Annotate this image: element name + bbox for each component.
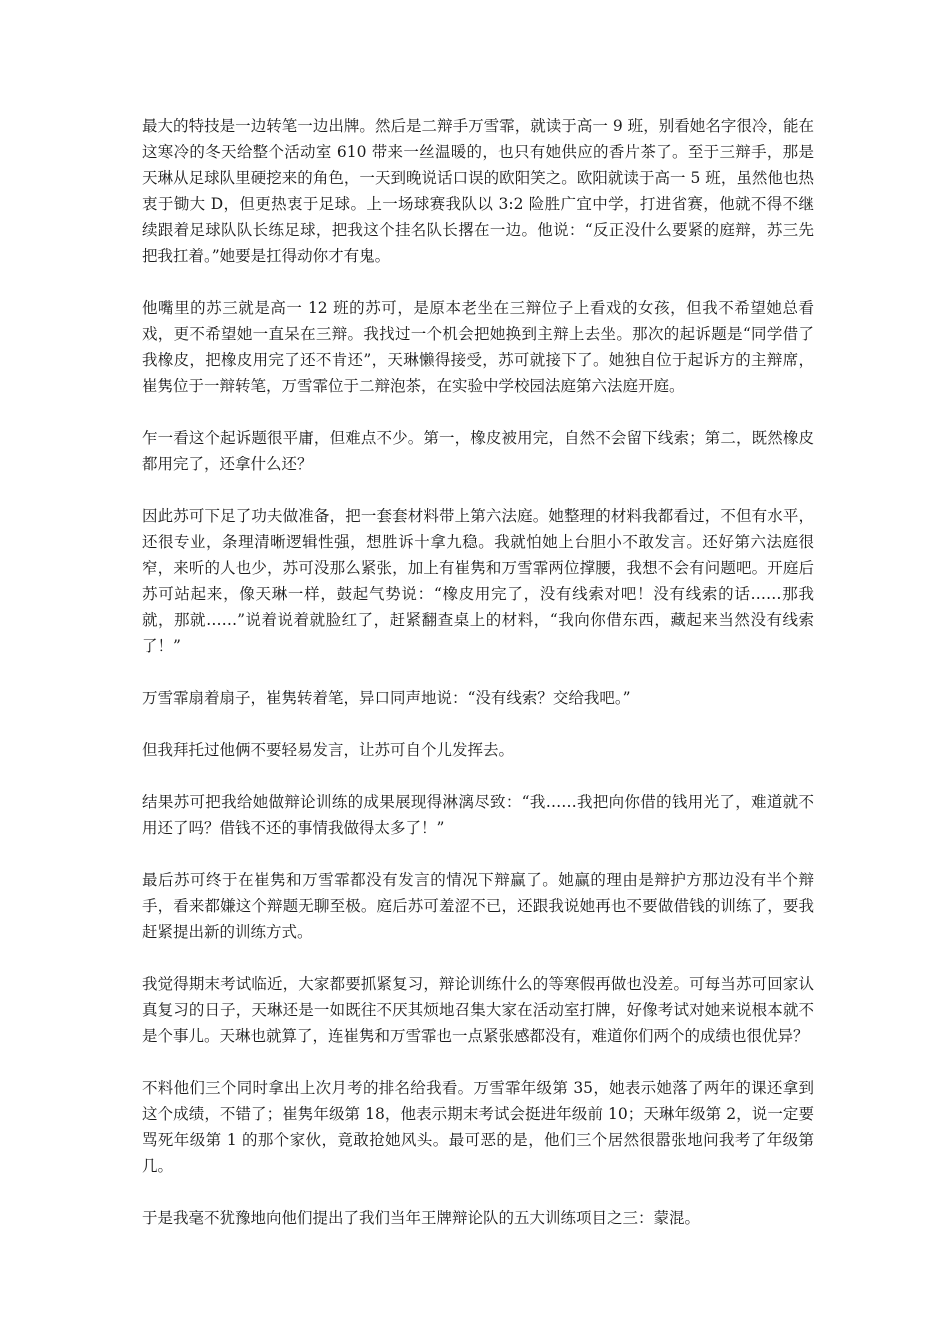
document-page	[142, 113, 814, 1257]
paragraph-10: 不料他们三个同时拿出上次月考的排名给我看。万雪霏年级第 35，她表示她落了两年的课还拿到这个成绩，不错了；崔隽年级第 18，他表示期末考试会挺进年级前 10；天琳年级第 2，说一定要骂死年级第 1 的那个家伙，竟敢抢她风头。最可恶的是，他们三个居然很嚣张地问我考了年级第几。	[142, 1079, 814, 1175]
paragraph-5: 万雪霏扇着扇子，崔隽转着笔，异口同声地说：“没有线索？交给我吧。”	[142, 689, 631, 707]
paragraph-6: 但我拜托过他俩不要轻易发言，让苏可自个儿发挥去。	[142, 741, 515, 759]
paragraph-3: 乍一看这个起诉题很平庸，但难点不少。第一，橡皮被用完，自然不会留下线索；第二，既然橡皮都用完了，还拿什么还？	[142, 429, 814, 473]
paragraph-2: 他嘴里的苏三就是高一 12 班的苏可，是原本老坐在三辩位子上看戏的女孩，但我不希望她总看戏，更不希望她一直呆在三辩。我找过一个机会把她换到主辩上去坐。那次的起诉题是“同学借了我橡皮，把橡皮用完了还不肯还”，天琳懒得接受，苏可就接下了。她独自位于起诉方的主辩席，崔隽位于一辩转笔，万雪霏位于二辩泡茶，在实验中学校园法庭第六法庭开庭。	[142, 299, 814, 395]
paragraph-1: 最大的特技是一边转笔一边出牌。然后是二辩手万雪霏，就读于高一 9 班，别看她名字很冷，能在这寒冷的冬天给整个活动室 610 带来一丝温暖的，也只有她供应的香片茶了。至于三辩手，那是天琳从足球队里硬挖来的角色，一天到晚说话口误的欧阳笑之。欧阳就读于高一 5 班，虽然他也热衷于锄大 D，但更热衷于足球。上一场球赛我队以 3:2 险胜广宜中学，打进省赛，他就不得不继续跟着足球队队长练足球，把我这个挂名队长撂在一边。他说：“反正没什么要紧的庭辩，苏三先把我扛着。”她要是扛得动你才有鬼。	[142, 117, 814, 265]
paragraph-9: 我觉得期末考试临近，大家都要抓紧复习，辩论训练什么的等寒假再做也没差。可每当苏可回家认真复习的日子，天琳还是一如既往不厌其烦地召集大家在活动室打牌，好像考试对她来说根本就不是个事儿。天琳也就算了，连崔隽和万雪霏也一点紧张感都没有，难道你们两个的成绩也很优异？	[142, 975, 814, 1045]
paragraph-4: 因此苏可下足了功夫做准备，把一套套材料带上第六法庭。她整理的材料我都看过，不但有水平，还很专业，条理清晰逻辑性强，想胜诉十拿九稳。我就怕她上台胆小不敢发言。还好第六法庭很窄，来听的人也少，苏可没那么紧张，加上有崔隽和万雪霏两位撑腰，我想不会有问题吧。开庭后苏可站起来，像天琳一样，鼓起气势说：“橡皮用完了，没有线索对吧！没有线索的话……那我就，那就……”说着说着就脸红了，赶紧翻查桌上的材料，“我向你借东西，藏起来当然没有线索了！”	[142, 507, 814, 655]
paragraph-11: 于是我毫不犹豫地向他们提出了我们当年王牌辩论队的五大训练项目之三：蒙混。	[142, 1209, 701, 1227]
paragraph-7: 结果苏可把我给她做辩论训练的成果展现得淋漓尽致：“我……我把向你借的钱用光了，难道就不用还了吗？借钱不还的事情我做得太多了！”	[142, 793, 814, 837]
paragraph-8: 最后苏可终于在崔隽和万雪霏都没有发言的情况下辩赢了。她赢的理由是辩护方那边没有半个辩手，看来都嫌这个辩题无聊至极。庭后苏可羞涩不已，还跟我说她再也不要做借钱的训练了，要我赶紧提出新的训练方式。	[142, 871, 814, 941]
